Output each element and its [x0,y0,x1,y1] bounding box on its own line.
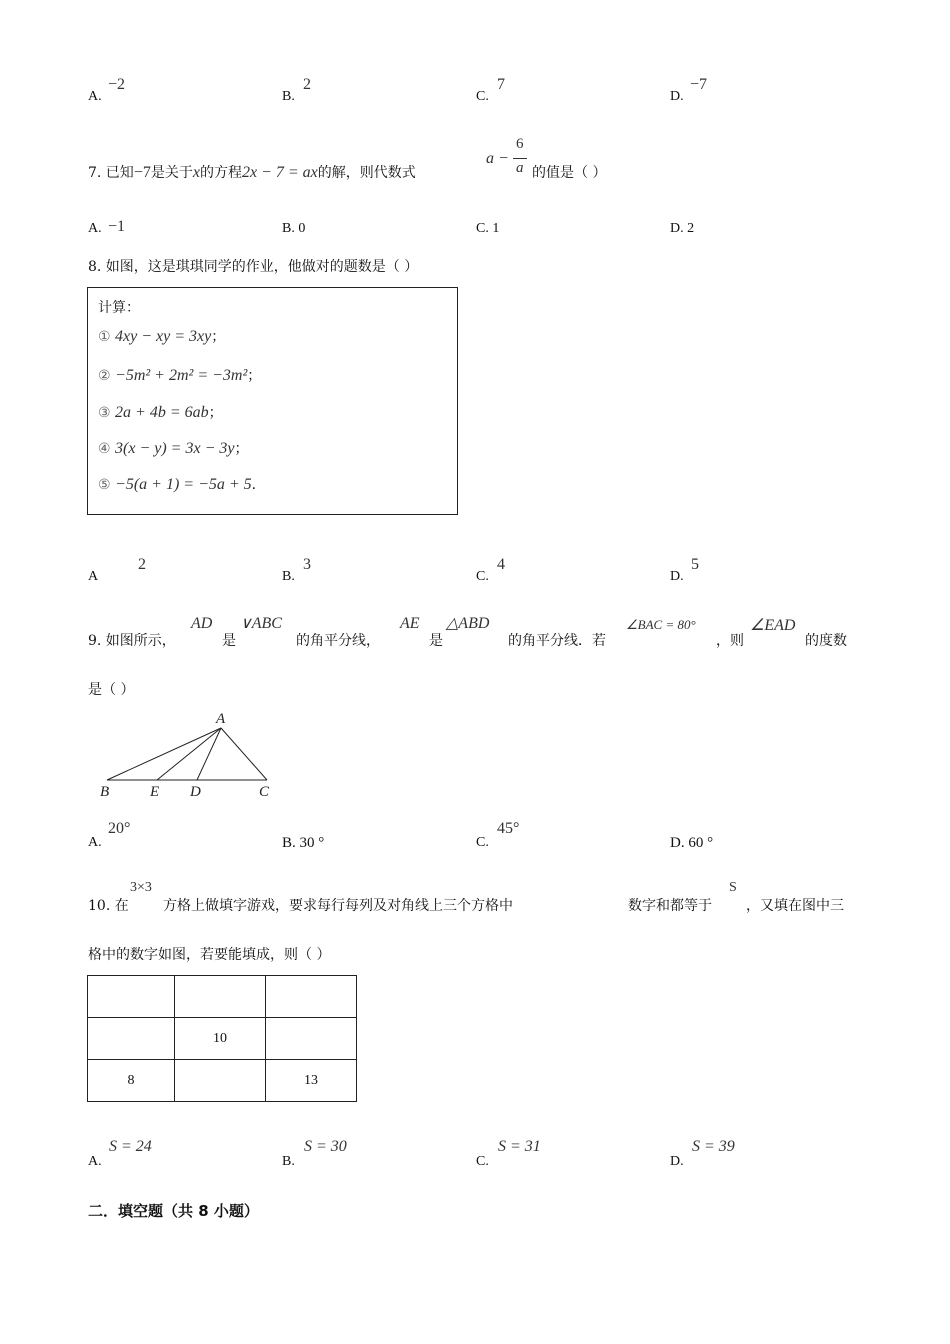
q7-stem-end: 的值是（ ） [532,165,607,181]
point-d-label: D [190,784,201,800]
q10-text-3: 数字和都等于 [628,898,712,914]
q8-option-b-label: B. [282,569,295,584]
q8-stem: 8. 如图，这是琪琪同学的作业，他做对的题数是（ ） [88,259,419,275]
grid-row [88,1018,357,1060]
q9-triangle-figure [95,705,285,805]
q9-angle-bac: ∠BAC = 80° [626,617,696,632]
grid-cell [266,976,357,1018]
q7-option-d: D. 2 [670,221,695,236]
q8-option-b-value: 3 [303,556,311,573]
q8-item-punct: ； [208,405,223,421]
q8-item-expression: 2a + 4b = 6ab [115,404,209,421]
q8-item-number: ④ [98,441,111,457]
q9-option-c-label: C. [476,835,489,850]
q10-option-b-value: S = 30 [304,1138,347,1155]
q9-text-5: 的角平分线．若 [508,633,606,649]
q8-option-d-value: 5 [691,556,699,573]
q6-option-c-value: 7 [497,76,505,93]
q8-item-punct: ； [211,329,226,345]
q9-text-6: ，则 [716,633,744,649]
q9-text-2: 是 [222,633,236,649]
point-a-label: A [216,711,226,727]
q9-text-4: 是 [429,633,443,649]
q8-item-3 [98,402,223,422]
q8-item-punct: . [251,477,257,493]
q8-item-5 [98,476,256,494]
q7-stem [88,162,416,182]
q7-equation: 2x − 7 = ax [241,164,318,181]
q6-option-a-value: −2 [108,76,126,93]
q7-frac-denominator: a [516,160,524,176]
q10-grid-size: 3×3 [130,880,152,895]
q8-item-number: ② [98,368,111,384]
q7-option-a-label: A. [88,221,102,236]
q8-option-a-value: 2 [138,556,146,573]
q6-option-b-label: B. [282,89,295,104]
q10-option-a-value: S = 24 [109,1138,152,1155]
q9-text-3: 的角平分线， [296,633,380,649]
grid-cell [88,976,175,1018]
q7-frac-prefix: a − [486,150,509,167]
q7-text: 的方程 [199,165,242,181]
q8-item-4 [98,438,248,458]
q9-option-d: D. 60 ° [670,835,714,851]
grid-cell: 8 [88,1060,175,1102]
q9-option-b: B. 30 ° [282,835,325,851]
q6-option-d-value: −7 [690,76,708,93]
q7-value: −7 [133,164,151,181]
q9-ad: AD [191,615,213,632]
q10-s: S [729,880,737,895]
segment-ab [107,728,221,780]
section-2-heading: 二．填空题（共 8 小题） [88,1202,259,1220]
q8-option-a-label: A [88,569,99,584]
q8-item-number: ③ [98,405,111,421]
q9-option-c-value: 45° [497,820,520,837]
grid-row [88,976,357,1018]
segment-ae [157,728,221,780]
q8-item-expression: −5m² + 2m² = −3m² [115,367,248,384]
q10-option-b-label: B. [282,1154,295,1169]
q10-text-4: ，又填在图中三 [746,898,844,914]
q10-option-a-label: A. [88,1154,102,1169]
grid-cell [175,976,266,1018]
q10-option-d-label: D. [670,1154,684,1169]
q10-option-d-value: S = 39 [692,1138,735,1155]
q10-grid [87,975,357,1102]
q7-text: 的解，则代数式 [317,165,416,181]
q7-text: 7. 已知 [88,165,134,181]
q9-stem-line2: 是（ ） [88,682,135,698]
q10-option-c-value: S = 31 [498,1138,541,1155]
q8-item-1 [98,326,225,346]
q6-option-b-value: 2 [303,76,311,93]
q7-text: 是关于 [150,165,193,181]
q8-box-title: 计算： [98,300,140,316]
q8-item-punct: ； [247,368,262,384]
segment-ac [221,728,267,780]
q9-ae: AE [400,615,420,632]
grid-cell [266,1018,357,1060]
q7-frac-numerator: 6 [516,136,524,152]
q7-variable: x [192,164,200,181]
grid-cell: 13 [266,1060,357,1102]
q9-triangle-abd: △ABD [446,615,490,632]
q8-option-d-label: D. [670,569,684,584]
q9-option-a-label: A. [88,835,102,850]
q7-option-b: B. 0 [282,221,306,236]
grid-cell [88,1018,175,1060]
point-c-label: C [259,784,270,800]
q9-angle-ead: ∠EAD [750,617,796,634]
q9-option-a-value: 20° [108,820,131,837]
q8-item-punct: ； [234,441,249,457]
q7-option-c: C. 1 [476,221,500,236]
point-e-label: E [150,784,160,800]
q10-stem-line2: 格中的数字如图，若要能填成，则（ ） [88,947,331,963]
q8-item-2 [98,365,261,385]
q7-frac-bar [513,158,527,159]
q10-text-1: 10. 在 [88,898,129,914]
q10-text-2: 方格上做填字游戏，要求每行每列及对角线上三个方格中 [163,898,513,914]
q8-item-expression: −5(a + 1) = −5a + 5 [115,476,252,493]
q9-vabc: ∨ABC [240,615,282,632]
q8-item-number: ⑤ [98,477,111,493]
q9-text-7: 的度数 [805,633,847,649]
q10-option-c-label: C. [476,1154,489,1169]
segment-ad [197,728,221,780]
q6-option-d-label: D. [670,89,684,104]
q9-text-1: 9. 如图所示， [88,633,176,649]
q8-option-c-value: 4 [497,556,505,573]
q8-item-expression: 4xy − xy = 3xy [115,328,212,345]
q6-option-c-label: C. [476,89,489,104]
q8-item-expression: 3(x − y) = 3x − 3y [115,440,235,457]
point-b-label: B [100,784,110,800]
grid-cell: 10 [175,1018,266,1060]
q6-option-a-label: A. [88,89,102,104]
grid-cell [175,1060,266,1102]
q7-option-a-value: −1 [108,218,126,235]
q8-item-number: ① [98,329,111,345]
grid-row [88,1060,357,1102]
q8-option-c-label: C. [476,569,489,584]
